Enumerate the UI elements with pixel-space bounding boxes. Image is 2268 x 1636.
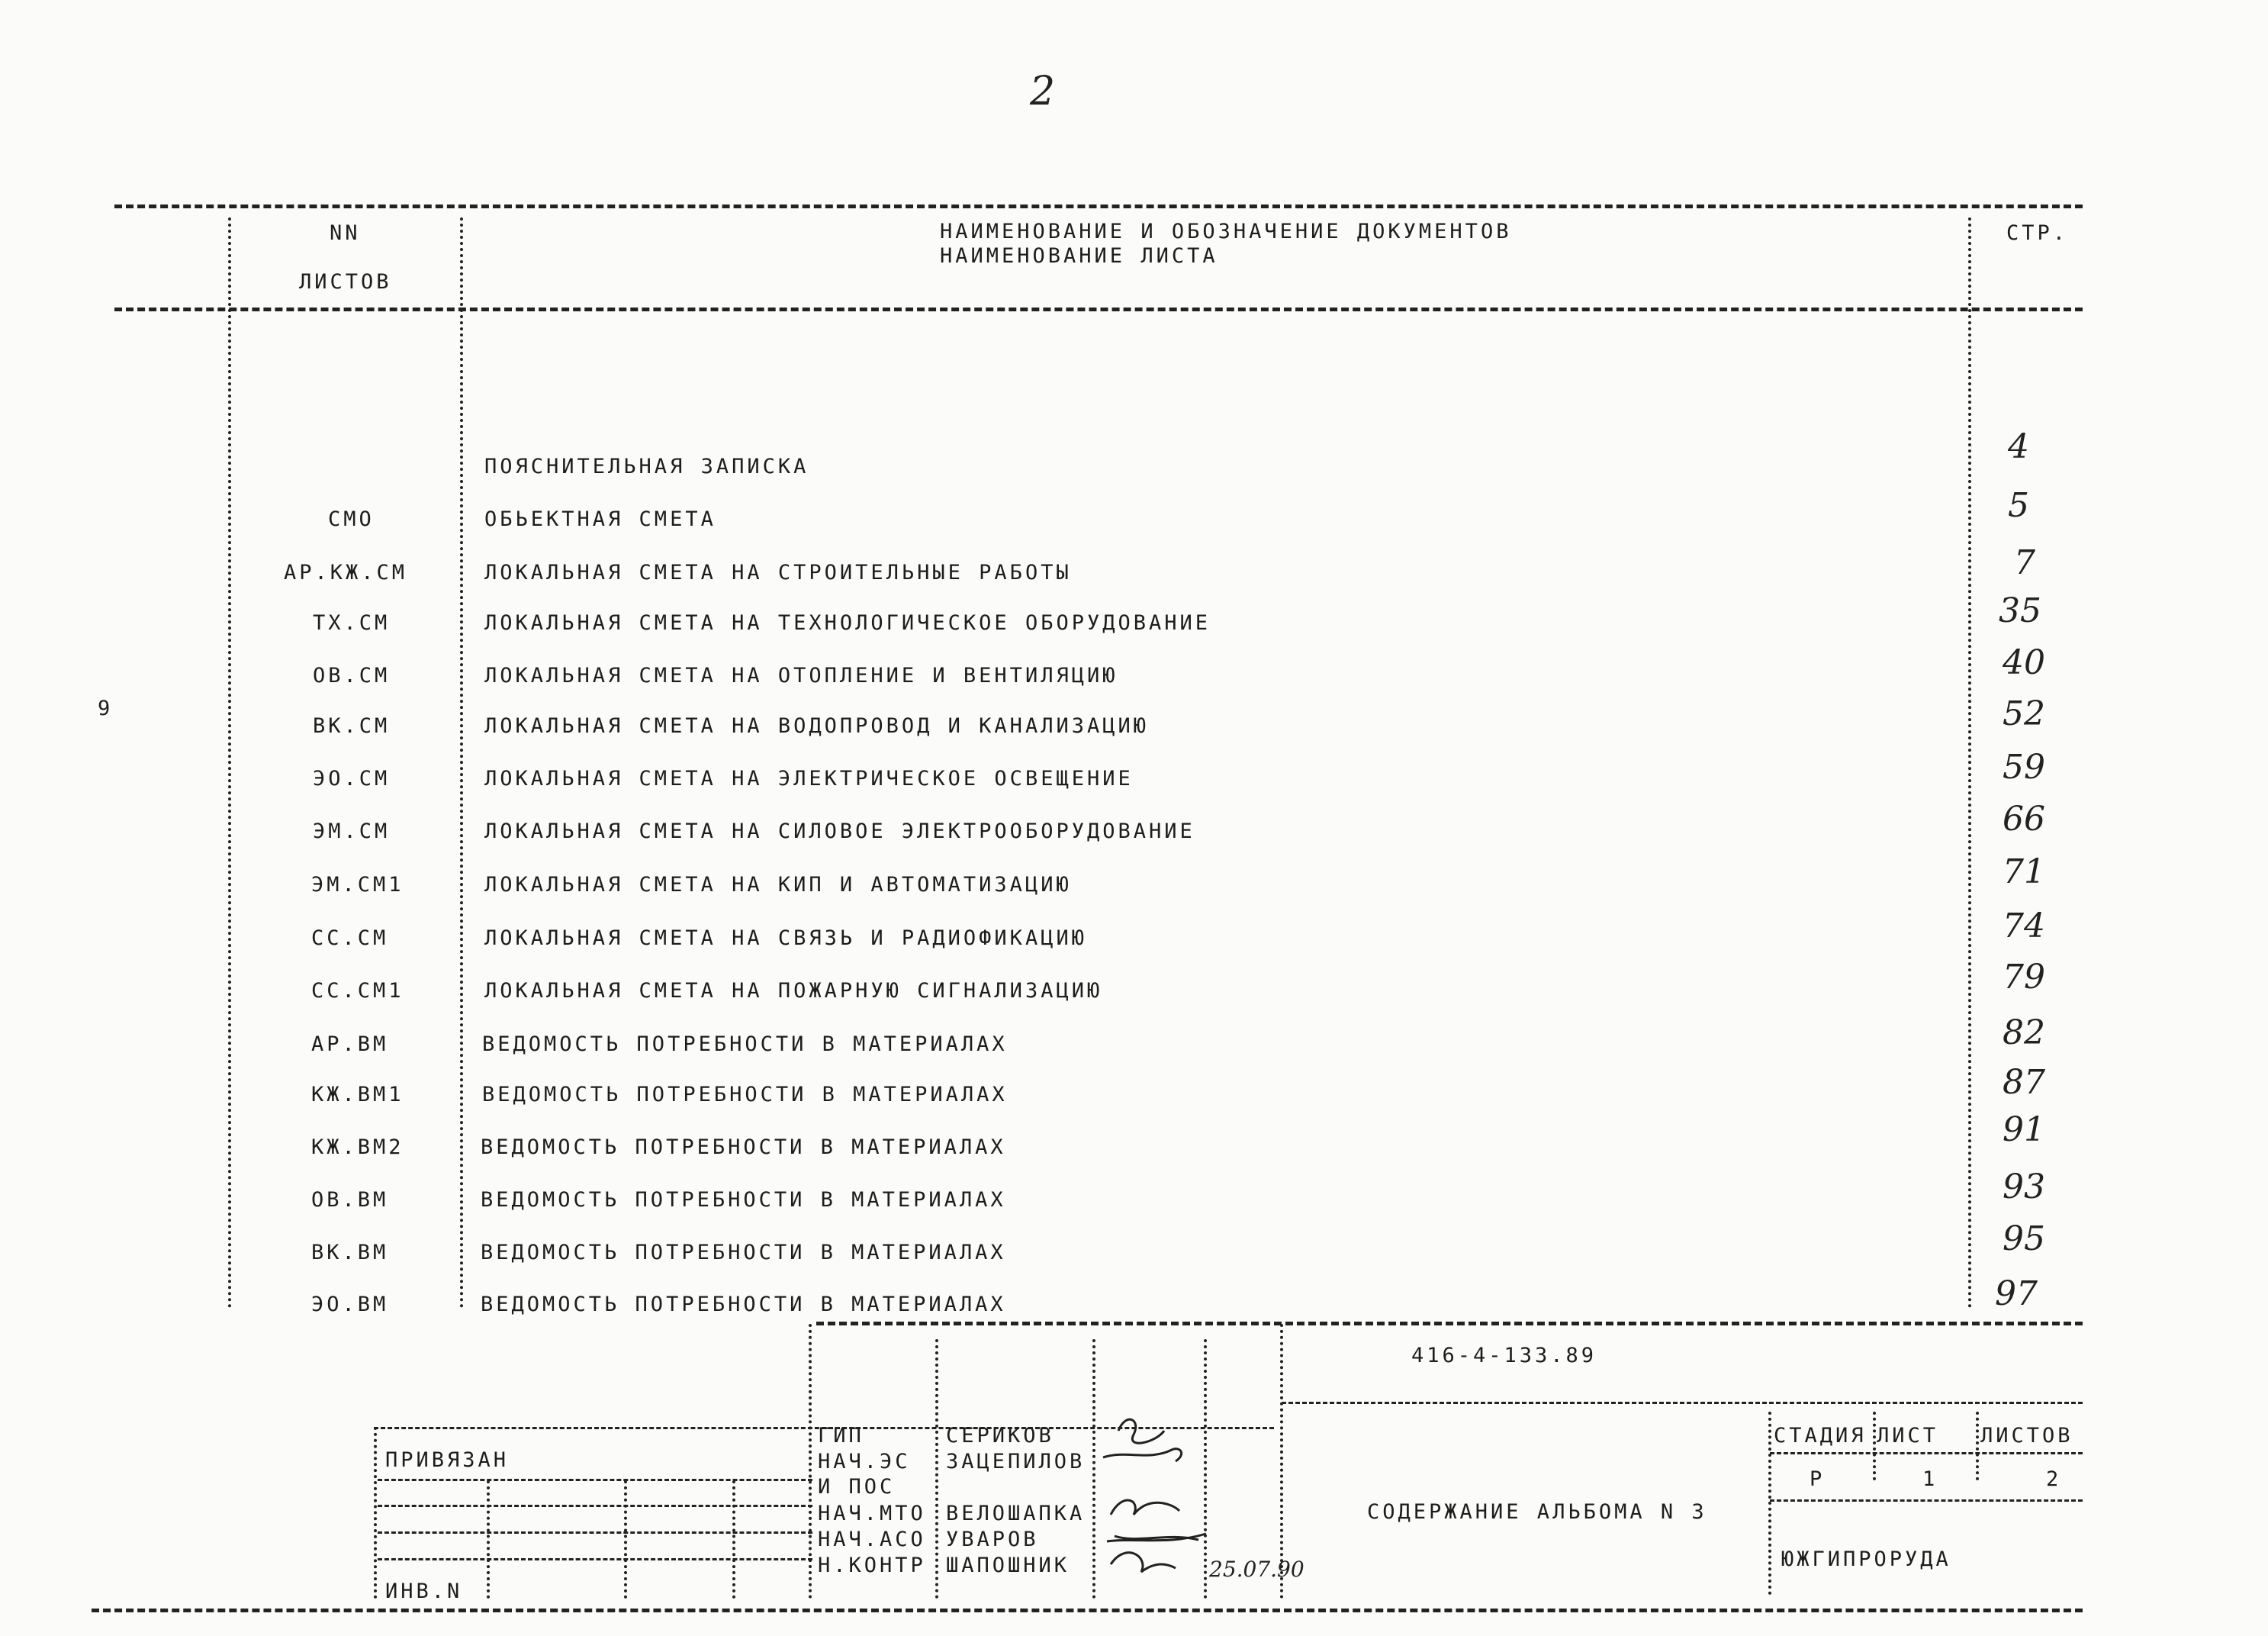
stamp-role: ГИП xyxy=(818,1424,864,1448)
header-page: СТР. xyxy=(2006,221,2069,245)
header-listov: ЛИСТОВ xyxy=(299,270,392,294)
row-page: 74 xyxy=(2003,907,2045,945)
row-code: СС.СМ1 xyxy=(311,979,404,1003)
row-name: ВЕДОМОСТЬ ПОТРЕБНОСТИ В МАТЕРИАЛАХ xyxy=(481,1135,1006,1159)
row-code: ВК.СМ xyxy=(313,714,391,738)
privyazan-label: ПРИВЯЗАН xyxy=(385,1448,510,1472)
row-name: ВЕДОМОСТЬ ПОТРЕБНОСТИ В МАТЕРИАЛАХ xyxy=(481,1188,1006,1212)
row-page: 97 xyxy=(1995,1274,2038,1313)
row-name: ЛОКАЛЬНАЯ СМЕТА НА СИЛОВОЕ ЭЛЕКТРООБОРУДОВАНИЕ xyxy=(484,820,1195,843)
stamp-role: НАЧ.АСО xyxy=(818,1528,926,1551)
row-name: ЛОКАЛЬНАЯ СМЕТА НА СТРОИТЕЛЬНЫЕ РАБОТЫ xyxy=(484,561,1072,585)
col-divider-left xyxy=(228,217,231,1309)
row-page: 71 xyxy=(2003,852,2045,891)
stamp-role: Н.КОНТР xyxy=(818,1554,926,1577)
header-name-line1: НАИМЕНОВАНИЕ И ОБОЗНАЧЕНИЕ ДОКУМЕНТОВ xyxy=(940,220,1512,243)
stamp-role: НАЧ.МТО xyxy=(818,1502,926,1525)
privyazan-col-2 xyxy=(624,1480,627,1599)
row-code: ЭМ.СМ xyxy=(313,820,391,843)
row-code: КЖ.ВМ2 xyxy=(311,1135,404,1159)
row-name: ЛОКАЛЬНАЯ СМЕТА НА СВЯЗЬ И РАДИОФИКАЦИЮ xyxy=(484,926,1087,950)
row-name: ЛОКАЛЬНАЯ СМЕТА НА КИП И АВТОМАТИЗАЦИЮ xyxy=(484,873,1072,897)
privyazan-left xyxy=(374,1427,377,1599)
stamp-person: СЕРИКОВ xyxy=(946,1424,1054,1448)
stamp-top-border xyxy=(816,1322,2083,1325)
stage-value: Р xyxy=(1810,1467,1826,1491)
stamp-code-divider xyxy=(1282,1402,2083,1404)
stamp-title: СОДЕРЖАНИЕ АЛЬБОМА N 3 xyxy=(1367,1500,1707,1524)
stage-bottom-divider xyxy=(1770,1499,2083,1502)
row-name: ВЕДОМОСТЬ ПОТРЕБНОСТИ В МАТЕРИАЛАХ xyxy=(481,1293,1006,1316)
row-page: 59 xyxy=(2003,748,2045,787)
stamp-person: ВЕЛОШАПКА xyxy=(946,1502,1086,1525)
table-top-border xyxy=(114,204,2083,208)
privyazan-col-3 xyxy=(732,1480,735,1599)
stamp-person: ЗАЦЕПИЛОВ xyxy=(946,1450,1086,1473)
inv-label: ИНВ.N xyxy=(385,1580,463,1603)
privyazan-line-4 xyxy=(378,1558,812,1560)
sheets-value: 2 xyxy=(2046,1467,2062,1491)
stamp-col-stage xyxy=(1768,1412,1771,1595)
row-name: ПОЯСНИТЕЛЬНАЯ ЗАПИСКА xyxy=(484,455,809,478)
privyazan-col-1 xyxy=(487,1480,490,1599)
row-code: АР.ВМ xyxy=(311,1032,389,1056)
row-code: ЭО.СМ xyxy=(313,767,391,791)
row-code: ОВ.СМ xyxy=(313,664,391,688)
row-code: ОВ.ВМ xyxy=(311,1188,389,1212)
sheet-value: 1 xyxy=(1922,1467,1938,1491)
stamp-col-role xyxy=(809,1324,812,1599)
row-name: ЛОКАЛЬНАЯ СМЕТА НА ТЕХНОЛОГИЧЕСКОЕ ОБОРУДОВАНИЕ xyxy=(484,611,1211,635)
org-name: ЮЖГИПРОРУДА xyxy=(1781,1547,1951,1571)
row-page: 79 xyxy=(2003,958,2045,997)
page-number: 2 xyxy=(1030,69,1056,114)
stamp-col-sheets xyxy=(1976,1412,1979,1480)
stamp-col-sheet xyxy=(1873,1412,1876,1480)
row-page: 7 xyxy=(2014,543,2035,582)
row-code: СС.СМ xyxy=(311,926,389,950)
row-name: ВЕДОМОСТЬ ПОТРЕБНОСТИ В МАТЕРИАЛАХ xyxy=(482,1083,1008,1106)
row-page: 4 xyxy=(2008,427,2029,466)
stamp-date: 25.07.90 xyxy=(1209,1557,1305,1582)
row-page: 82 xyxy=(2003,1013,2045,1052)
row-code: ВК.ВМ xyxy=(311,1241,389,1264)
stamp-col-name xyxy=(935,1339,938,1599)
signatures-image xyxy=(1095,1400,1233,1583)
sheets-label: ЛИСТОВ xyxy=(1980,1424,2073,1448)
row-page: 5 xyxy=(2008,486,2029,525)
row-code: АР.КЖ.СМ xyxy=(284,561,408,585)
stamp-doc-code: 416-4-133.89 xyxy=(1411,1344,1597,1367)
stamp-role: И ПОС xyxy=(818,1475,896,1499)
stamp-person: УВАРОВ xyxy=(946,1528,1039,1551)
row-page: 66 xyxy=(2003,800,2045,839)
row-page: 95 xyxy=(2003,1219,2045,1258)
privyazan-line-3 xyxy=(378,1531,812,1534)
side-mark: 9 xyxy=(98,697,114,720)
page-bottom-border xyxy=(92,1609,2083,1612)
stage-row-divider xyxy=(1770,1452,2083,1454)
privyazan-line-2 xyxy=(378,1505,812,1507)
row-page: 91 xyxy=(2003,1110,2045,1149)
header-name-line2: НАИМЕНОВАНИЕ ЛИСТА xyxy=(940,244,1218,268)
row-page: 35 xyxy=(1999,591,2041,630)
row-name: ЛОКАЛЬНАЯ СМЕТА НА ПОЖАРНУЮ СИГНАЛИЗАЦИЮ xyxy=(484,979,1103,1003)
stage-label: СТАДИЯ xyxy=(1774,1424,1867,1448)
row-name: ОБЬЕКТНАЯ СМЕТА xyxy=(484,507,716,531)
row-page: 93 xyxy=(2003,1167,2045,1206)
col-divider-code xyxy=(460,217,463,1309)
stamp-person: ШАПОШНИК xyxy=(946,1554,1070,1577)
row-code: КЖ.ВМ1 xyxy=(311,1083,404,1106)
stamp-role: НАЧ.ЭС xyxy=(818,1450,911,1473)
row-page: 87 xyxy=(2003,1063,2045,1102)
row-page: 40 xyxy=(2003,643,2045,682)
sheet-label: ЛИСТ xyxy=(1877,1424,1939,1448)
row-name: ЛОКАЛЬНАЯ СМЕТА НА ОТОПЛЕНИЕ И ВЕНТИЛЯЦИЮ xyxy=(484,664,1118,688)
row-name: ВЕДОМОСТЬ ПОТРЕБНОСТИ В МАТЕРИАЛАХ xyxy=(481,1241,1006,1264)
row-code: СМО xyxy=(328,507,375,531)
row-name: ВЕДОМОСТЬ ПОТРЕБНОСТИ В МАТЕРИАЛАХ xyxy=(482,1032,1008,1056)
row-code: ТХ.СМ xyxy=(313,611,391,635)
row-code: ЭМ.СМ1 xyxy=(311,873,404,897)
header-nn: NN xyxy=(330,221,361,245)
row-code: ЭО.ВМ xyxy=(311,1293,389,1316)
row-name: ЛОКАЛЬНАЯ СМЕТА НА ВОДОПРОВОД И КАНАЛИЗАЦИЮ xyxy=(484,714,1149,738)
privyazan-line-1 xyxy=(378,1479,812,1481)
col-divider-page xyxy=(1968,217,1971,1309)
header-bottom-border xyxy=(114,308,2083,311)
row-name: ЛОКАЛЬНАЯ СМЕТА НА ЭЛЕКТРИЧЕСКОЕ ОСВЕЩЕНИЕ xyxy=(484,767,1134,791)
row-page: 52 xyxy=(2003,694,2045,733)
